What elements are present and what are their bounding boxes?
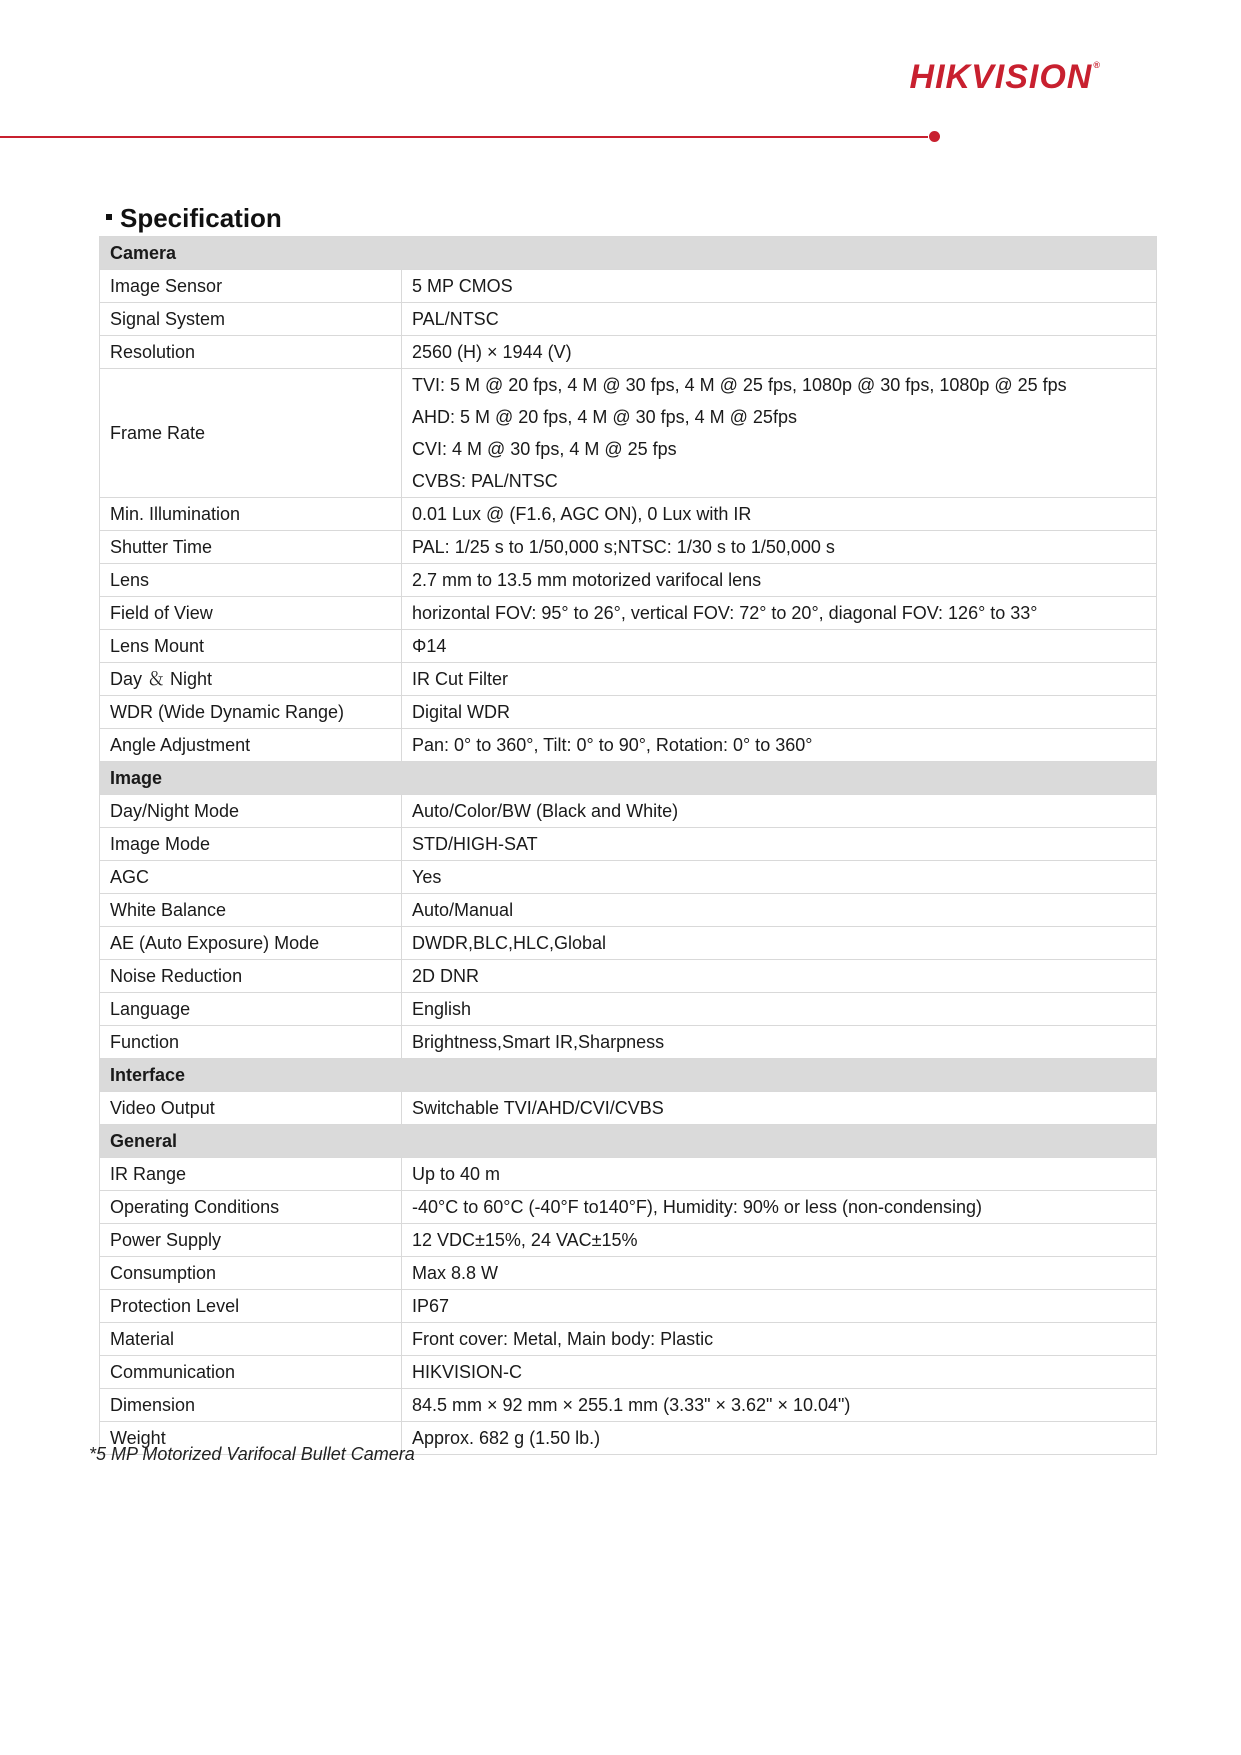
- table-row: [100, 597, 1157, 630]
- table-row: [100, 303, 1157, 336]
- spec-value-line: AHD: 5 M @ 20 fps, 4 M @ 30 fps, 4 M @ 25fps: [412, 407, 797, 427]
- table-row: [100, 369, 1157, 498]
- table-row: [100, 828, 1157, 861]
- table-row: [100, 1224, 1157, 1257]
- spec-value-line: CVI: 4 M @ 30 fps, 4 M @ 25 fps: [412, 439, 677, 459]
- table-row: [100, 630, 1157, 663]
- spec-value: Switchable TVI/AHD/CVI/CVBS: [402, 1092, 1157, 1125]
- spec-label: Lens Mount: [100, 630, 402, 663]
- spec-label: Power Supply: [100, 1224, 402, 1257]
- spec-label: Angle Adjustment: [100, 729, 402, 762]
- section-header: [100, 762, 1157, 795]
- spec-value: STD/HIGH-SAT: [402, 828, 1157, 861]
- spec-label: Protection Level: [100, 1290, 402, 1323]
- table-row: [100, 1158, 1157, 1191]
- table-row: [100, 1026, 1157, 1059]
- table-row: [100, 1389, 1157, 1422]
- spec-value: PAL: 1/25 s to 1/50,000 s;NTSC: 1/30 s to 1/50,000 s: [402, 531, 1157, 564]
- spec-label: Consumption: [100, 1257, 402, 1290]
- table-row: [100, 270, 1157, 303]
- spec-label: IR Range: [100, 1158, 402, 1191]
- table-row: [100, 729, 1157, 762]
- spec-label: Function: [100, 1026, 402, 1059]
- spec-value: -40°C to 60°C (-40°F to140°F), Humidity: 90% or less (non-condensing): [402, 1191, 1157, 1224]
- spec-value: Digital WDR: [402, 696, 1157, 729]
- spec-value: 84.5 mm × 92 mm × 255.1 mm (3.33" × 3.62" × 10.04"): [402, 1389, 1157, 1422]
- spec-label: Weight: [100, 1422, 402, 1455]
- spec-value: Max 8.8 W: [402, 1257, 1157, 1290]
- section-header: [100, 237, 1157, 270]
- spec-label: AE (Auto Exposure) Mode: [100, 927, 402, 960]
- page-title: [106, 203, 282, 234]
- spec-label: Image Mode: [100, 828, 402, 861]
- footnote: *5 MP Motorized Varifocal Bullet Camera: [89, 1444, 415, 1464]
- spec-value: 12 VDC±15%, 24 VAC±15%: [402, 1224, 1157, 1257]
- spec-value: 2.7 mm to 13.5 mm motorized varifocal lens: [402, 564, 1157, 597]
- spec-value-line: TVI: 5 M @ 20 fps, 4 M @ 30 fps, 4 M @ 25 fps, 1080p @ 30 fps, 1080p @ 25 fps: [412, 375, 1067, 395]
- table-row: [100, 1323, 1157, 1356]
- spec-label: Noise Reduction: [100, 960, 402, 993]
- spec-value: Brightness,Smart IR,Sharpness: [402, 1026, 1157, 1059]
- section-header: [100, 1059, 1157, 1092]
- spec-label: Video Output: [100, 1092, 402, 1125]
- page-title-text: Specification: [120, 203, 282, 233]
- bullet-icon: [106, 214, 112, 220]
- spec-value-line: CVBS: PAL/NTSC: [412, 471, 558, 491]
- spec-label: Min. Illumination: [100, 498, 402, 531]
- spec-table: [99, 236, 1157, 1455]
- spec-value: Auto/Color/BW (Black and White): [402, 795, 1157, 828]
- table-row: [100, 1290, 1157, 1323]
- table-row: [100, 795, 1157, 828]
- section-header-label: Camera: [100, 237, 1157, 270]
- spec-value: Φ14: [402, 630, 1157, 663]
- spec-value: Approx. 682 g (1.50 lb.): [402, 1422, 1157, 1455]
- table-row: [100, 1092, 1157, 1125]
- spec-value: IP67: [402, 1290, 1157, 1323]
- spec-label: Communication: [100, 1356, 402, 1389]
- table-row: [100, 498, 1157, 531]
- spec-value: Front cover: Metal, Main body: Plastic: [402, 1323, 1157, 1356]
- table-row: [100, 336, 1157, 369]
- spec-value: 2560 (H) × 1944 (V): [402, 336, 1157, 369]
- table-row: [100, 927, 1157, 960]
- section-header: [100, 1125, 1157, 1158]
- spec-label: Field of View: [100, 597, 402, 630]
- spec-label: Dimension: [100, 1389, 402, 1422]
- table-row: [100, 564, 1157, 597]
- spec-label: White Balance: [100, 894, 402, 927]
- spec-label: Resolution: [100, 336, 402, 369]
- registered-mark: ®: [1093, 60, 1101, 70]
- spec-label: Lens: [100, 564, 402, 597]
- section-header-label: General: [100, 1125, 1157, 1158]
- spec-label: Operating Conditions: [100, 1191, 402, 1224]
- section-header-label: Image: [100, 762, 1157, 795]
- spec-label: Day ＆ Night: [100, 663, 402, 696]
- spec-value: IR Cut Filter: [402, 663, 1157, 696]
- spec-value: Pan: 0° to 360°, Tilt: 0° to 90°, Rotation: 0° to 360°: [402, 729, 1157, 762]
- table-row: [100, 861, 1157, 894]
- spec-value: horizontal FOV: 95° to 26°, vertical FOV: 72° to 20°, diagonal FOV: 126° to 33°: [402, 597, 1157, 630]
- table-row: [100, 1356, 1157, 1389]
- spec-value: Up to 40 m: [402, 1158, 1157, 1191]
- table-row: [100, 663, 1157, 696]
- spec-value: [402, 369, 1157, 498]
- brand-logo-text: HIKVISION: [909, 58, 1093, 96]
- header-rule-dot: [929, 131, 940, 142]
- spec-value: Auto/Manual: [402, 894, 1157, 927]
- table-row: [100, 894, 1157, 927]
- spec-label: WDR (Wide Dynamic Range): [100, 696, 402, 729]
- section-header-label: Interface: [100, 1059, 1157, 1092]
- spec-label: Day/Night Mode: [100, 795, 402, 828]
- table-row: [100, 1191, 1157, 1224]
- table-row: [100, 1257, 1157, 1290]
- spec-label: Image Sensor: [100, 270, 402, 303]
- brand-logo: [910, 58, 1101, 97]
- table-row: [100, 696, 1157, 729]
- table-row: [100, 531, 1157, 564]
- spec-value: English: [402, 993, 1157, 1026]
- spec-label: Material: [100, 1323, 402, 1356]
- table-row: [100, 993, 1157, 1026]
- spec-value: DWDR,BLC,HLC,Global: [402, 927, 1157, 960]
- spec-value: HIKVISION-C: [402, 1356, 1157, 1389]
- spec-label: Frame Rate: [100, 369, 402, 498]
- spec-label: Language: [100, 993, 402, 1026]
- spec-label: AGC: [100, 861, 402, 894]
- spec-value: PAL/NTSC: [402, 303, 1157, 336]
- spec-label: Shutter Time: [100, 531, 402, 564]
- spec-value: Yes: [402, 861, 1157, 894]
- spec-value: 0.01 Lux @ (F1.6, AGC ON), 0 Lux with IR: [402, 498, 1157, 531]
- header-rule: [0, 136, 928, 138]
- spec-label: Signal System: [100, 303, 402, 336]
- spec-value: 2D DNR: [402, 960, 1157, 993]
- table-row: [100, 960, 1157, 993]
- spec-value: 5 MP CMOS: [402, 270, 1157, 303]
